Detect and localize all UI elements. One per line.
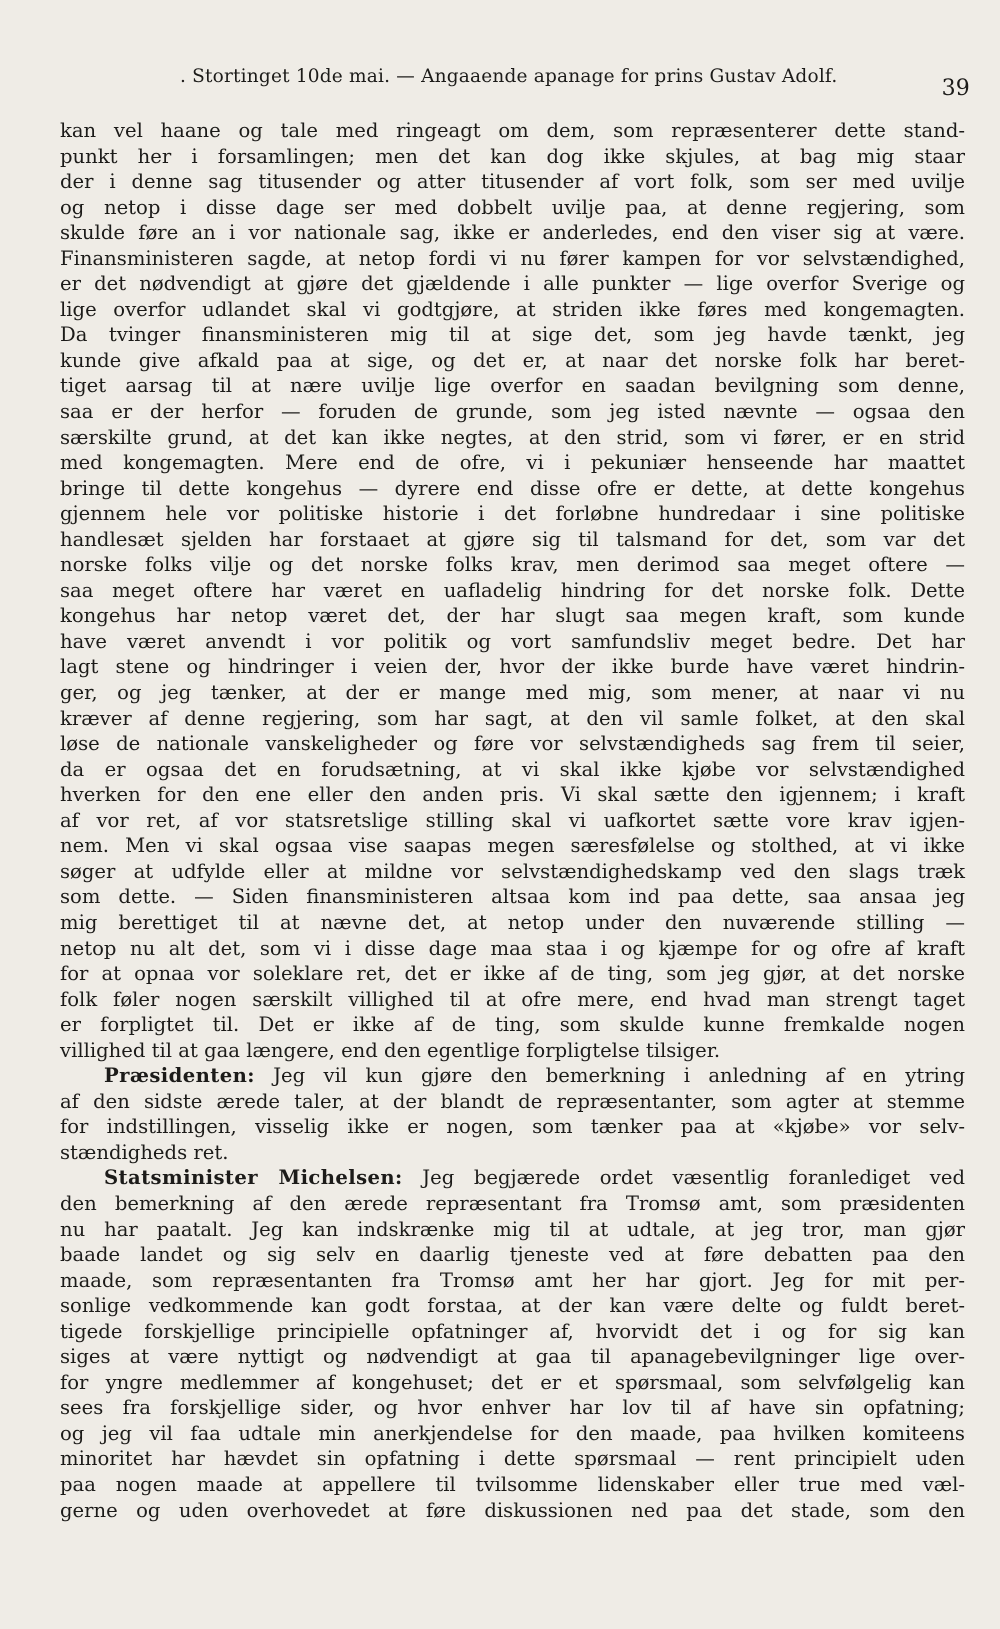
text-line: med kongemagten. Mere end de ofre, vi i pekuniær henseende har maattet: [60, 451, 965, 475]
text-line: for yngre medlemmer af kongehuset; det er et spørsmaal, som selvfølgelig kan: [60, 1370, 965, 1394]
text-line: lige overfor udlandet skal vi godtgjøre, at striden ikke føres med kongemagten.: [60, 297, 965, 321]
text-line: og jeg vil faa udtale min anerkjendelse for den maade, paa hvilken komiteens: [60, 1421, 965, 1445]
text-line: som dette. — Siden finansministeren altsaa kom ind paa dette, saa ansaa jeg: [60, 885, 965, 909]
text-line: gerne og uden overhovedet at føre diskussionen ned paa det stade, som den: [60, 1498, 965, 1522]
body-text: [60, 118, 965, 1523]
text-line: minoritet har hævdet sin opfatning i dette spørsmaal — rent principielt uden: [60, 1447, 965, 1471]
text-line: af den sidste ærede taler, at der blandt de repræsentanter, som agter at stemme: [60, 1089, 965, 1113]
text-line: sees fra forskjellige sider, og hvor enhver har lov til af have sin opfatning;: [60, 1396, 965, 1420]
page-number: 39: [941, 76, 970, 101]
text-line: paa nogen maade at appellere til tvilsomme lidenskaber eller true med væl-: [60, 1472, 965, 1496]
text-line: gjennem hele vor politiske historie i det forløbne hundredaar i sine politiske: [60, 502, 965, 526]
text-line: nem. Men vi skal ogsaa vise saapas megen særesfølelse og stolthed, at vi ikke: [60, 834, 965, 858]
text-line: bringe til dette kongehus — dyrere end disse ofre er dette, at dette kongehus: [60, 476, 965, 500]
paragraph-1: [60, 118, 965, 1063]
text-line: for indstillingen, visselig ikke er nogen, som tænker paa at «kjøbe» vor selv-: [60, 1115, 965, 1139]
text-line: handlesæt sjelden har forstaaet at gjøre sig til talsmand for det, som var det: [60, 527, 965, 551]
text-line: særskilte grund, at det kan ikke negtes, at den strid, som vi fører, er en strid: [60, 425, 965, 449]
text-line: baade landet og sig selv en daarlig tjeneste ved at føre debatten paa den: [60, 1243, 965, 1267]
text-line: tiget aarsag til at nære uvilje lige overfor en saadan bevilgning som denne,: [60, 374, 965, 398]
text-line: løse de nationale vanskeligheder og føre vor selvstændigheds sag frem til seier,: [60, 732, 965, 756]
text-line: nu har paatalt. Jeg kan indskrænke mig til at udtale, at jeg tror, man gjør: [60, 1217, 965, 1241]
text-line: mig berettiget til at nævne det, at netop under den nuværende stilling —: [60, 910, 965, 934]
text-line: [60, 1063, 965, 1089]
text-line: kan vel haane og tale med ringeagt om dem, som repræsenterer dette stand-: [60, 119, 965, 142]
text-line: er det nødvendigt at gjøre det gjældende i alle punkter — lige overfor Sverige og: [60, 272, 965, 296]
text-line: punkt her i forsamlingen; men det kan dog ikke skjules, at bag mig staar: [60, 144, 965, 168]
text-line: have været anvendt i vor politik og vort samfundsliv meget bedre. Det har: [60, 629, 965, 653]
text-line: lagt stene og hindringer i veien der, hvor der ikke burde have været hindrin-: [60, 655, 965, 679]
paragraph-2: [60, 1063, 965, 1165]
text-line: for at opnaa vor soleklare ret, det er ikke af de ting, som jeg gjør, at det norske: [60, 962, 965, 986]
text-line: kræver af denne regjering, som har sagt, at den vil samle folket, at den skal: [60, 706, 965, 730]
text-line: netop nu alt det, som vi i disse dage maa staa i og kjæmpe for og ofre af kraft: [60, 936, 965, 960]
speech-text: Jeg vil kun gjøre den bemerkning i anledning af en ytring: [273, 1064, 965, 1088]
speech-text: Jeg begjærede ordet væsentlig foranlediget ved: [422, 1166, 965, 1190]
text-line: norske folks vilje og det norske folks krav, men derimod saa meget oftere —: [60, 553, 965, 577]
text-line: siges at være nyttigt og nødvendigt at gaa til apanagebevilgninger lige over-: [60, 1345, 965, 1369]
text-line: kunde give afkald paa at sige, og det er, at naar det norske folk har beret-: [60, 348, 965, 372]
text-line: stændigheds ret.: [60, 1140, 229, 1164]
text-line: Da tvinger finansministeren mig til at sige det, som jeg havde tænkt, jeg: [60, 323, 965, 347]
text-line: tigede forskjellige principielle opfatninger af, hvorvidt det i og for sig kan: [60, 1319, 965, 1343]
text-line: kongehus har netop været det, der har slugt saa megen kraft, som kunde: [60, 604, 965, 628]
paragraph-3: [60, 1165, 965, 1523]
text-line: villighed til at gaa længere, end den egentlige forpligtelse tilsiger.: [60, 1038, 721, 1062]
text-line: skulde føre an i vor nationale sag, ikke er anderledes, end den viser sig at være.: [60, 221, 965, 245]
text-line: der i denne sag titusender og atter titusender af vort folk, som ser med uvilje: [60, 170, 965, 194]
running-header: [180, 66, 970, 101]
running-title: . Stortinget 10de mai. — Angaaende apanage for prins Gustav Adolf.: [180, 66, 838, 87]
text-line: saa er der herfor — foruden de grunde, som jeg isted nævnte — ogsaa den: [60, 400, 965, 424]
text-line: [60, 1165, 965, 1191]
text-line: er forpligtet til. Det er ikke af de ting, som skulde kunne fremkalde nogen: [60, 1013, 965, 1037]
text-line: den bemerkning af den ærede repræsentant fra Tromsø amt, som præsidenten: [60, 1191, 965, 1215]
text-line: saa meget oftere har været en uafladelig hindring for det norske folk. Dette: [60, 578, 965, 602]
text-line: folk føler nogen særskilt villighed til at ofre mere, end hvad man strengt taget: [60, 987, 965, 1011]
text-line: søger at udfylde eller at mildne vor selvstændighedskamp ved den slags træk: [60, 859, 965, 883]
text-line: maade, som repræsentanten fra Tromsø amt her har gjort. Jeg for mit per-: [60, 1268, 965, 1292]
text-line: af vor ret, af vor statsretslige stilling skal vi uafkortet sætte vore krav igjen-: [60, 808, 965, 832]
speaker-name: Statsminister Michelsen:: [104, 1166, 403, 1190]
text-line: Finansministeren sagde, at netop fordi vi nu fører kampen for vor selvstændighed,: [60, 246, 965, 270]
text-line: og netop i disse dage ser med dobbelt uvilje paa, at denne regjering, som: [60, 195, 965, 219]
text-line: sonlige vedkommende kan godt forstaa, at der kan være delte og fuldt beret-: [60, 1294, 965, 1318]
text-line: da er ogsaa det en forudsætning, at vi skal ikke kjøbe vor selvstændighed: [60, 757, 965, 781]
text-line: ger, og jeg tænker, at der er mange med mig, som mener, at naar vi nu: [60, 681, 965, 705]
speaker-name: Præsidenten:: [104, 1064, 255, 1088]
text-line: hverken for den ene eller den anden pris. Vi skal sætte den igjennem; i kraft: [60, 783, 965, 807]
